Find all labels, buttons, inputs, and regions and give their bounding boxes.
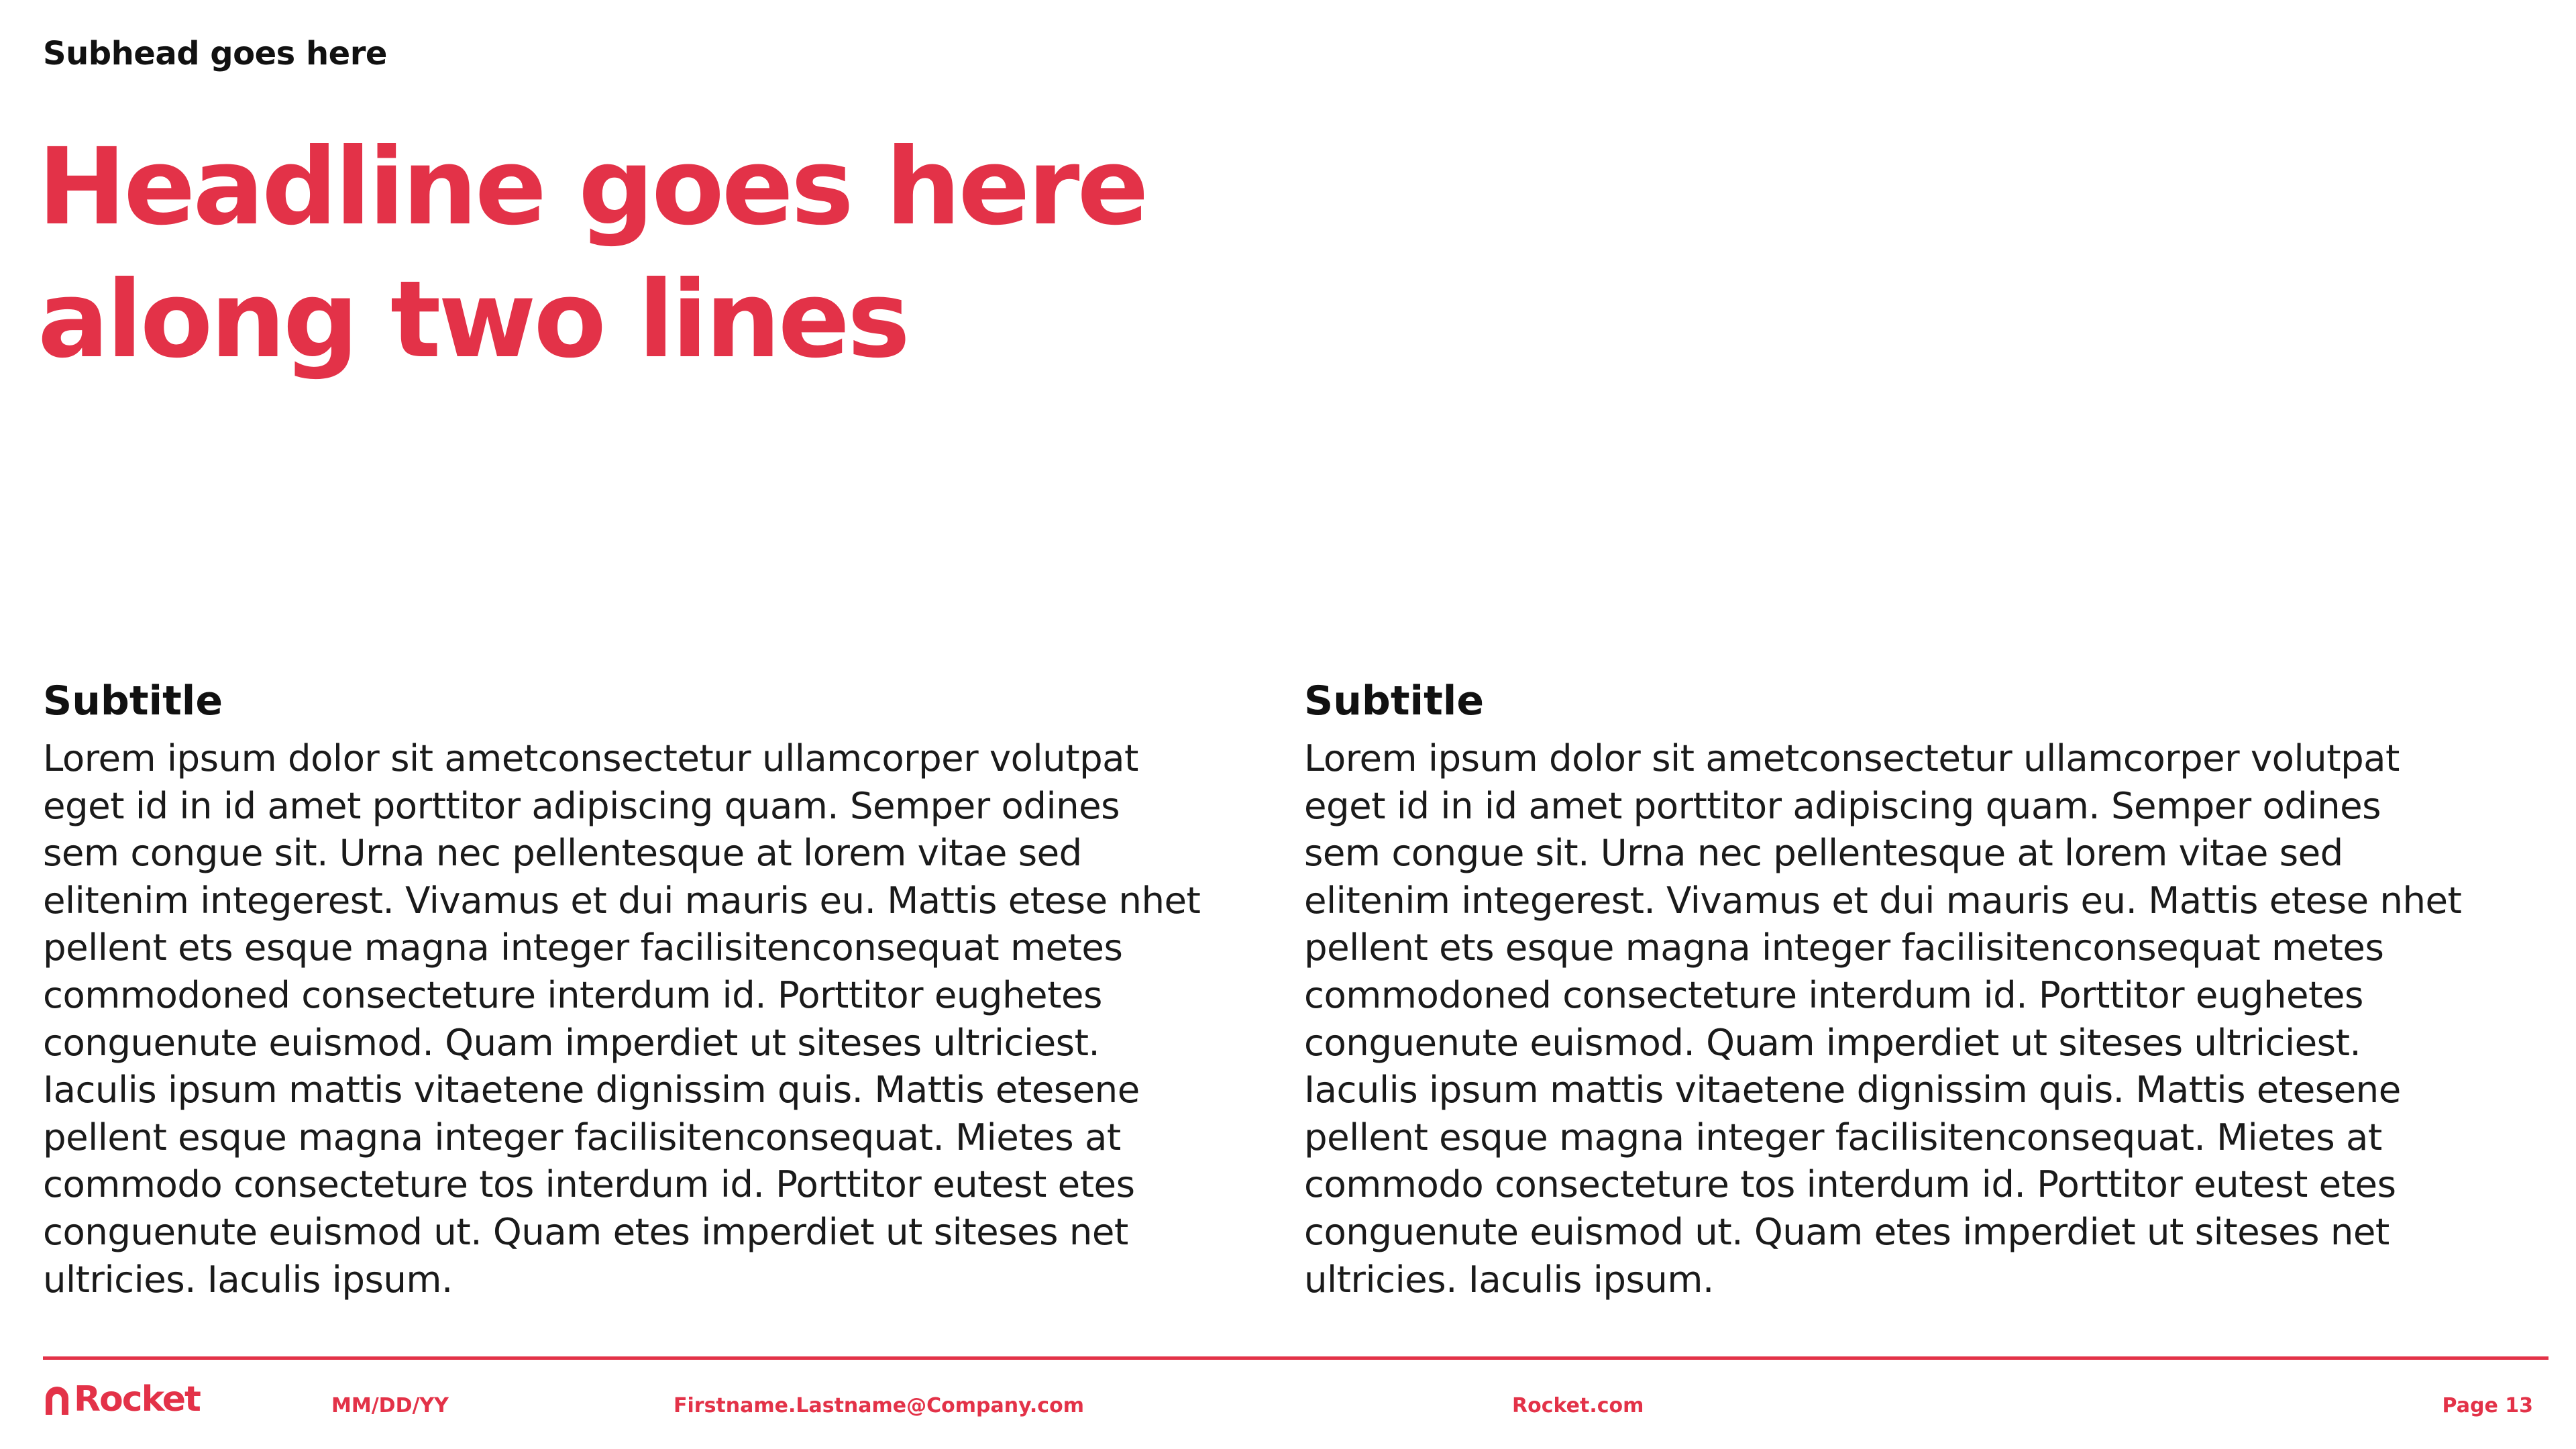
body-line: commodoned consecteture interdum id. Porttitor eughetes xyxy=(1304,973,2363,1016)
body-line: sem congue sit. Urna nec pellentesque at lorem vitae sed xyxy=(1304,831,2343,875)
footer-website: Rocket.com xyxy=(1512,1394,1644,1417)
right-column-subtitle: Subtitle xyxy=(1304,678,1485,724)
body-line: conguenute euismod ut. Quam etes imperdiet ut siteses net xyxy=(1304,1210,2390,1253)
body-line: commodo consecteture tos interdum id. Porttitor eutest etes xyxy=(43,1163,1135,1206)
body-line: conguenute euismod ut. Quam etes imperdiet ut siteses net xyxy=(43,1210,1128,1253)
footer-email: Firstname.Lastname@Company.com xyxy=(674,1394,1084,1417)
left-column xyxy=(43,674,1277,1303)
left-column-subtitle: Subtitle xyxy=(43,678,223,724)
footer-divider xyxy=(43,1356,2548,1360)
body-line: pellent esque magna integer facilisitenconsequat. Mietes at xyxy=(1304,1115,2382,1159)
rocket-logo xyxy=(43,1379,200,1419)
body-line: sem congue sit. Urna nec pellentesque at lorem vitae sed xyxy=(43,831,1082,875)
body-line: conguenute euismod. Quam imperdiet ut siteses ultriciest. xyxy=(1304,1020,2361,1064)
body-line: Lorem ipsum dolor sit ametconsectetur ullamcorper volutpat xyxy=(43,737,1138,780)
body-line: ultricies. Iaculis ipsum. xyxy=(43,1257,453,1301)
headline-line-2: along two lines xyxy=(38,258,908,382)
page-number: Page 13 xyxy=(2442,1394,2533,1417)
body-line: pellent ets esque magna integer facilisitenconsequat metes xyxy=(43,926,1123,969)
body-line: elitenim integerest. Vivamus et dui mauris eu. Mattis etese nhet xyxy=(1304,878,2462,922)
footer-date: MM/DD/YY xyxy=(331,1394,449,1417)
logo-wordmark: Rocket xyxy=(74,1379,200,1419)
body-line: Lorem ipsum dolor sit ametconsectetur ullamcorper volutpat xyxy=(1304,737,2400,780)
body-line: commodoned consecteture interdum id. Porttitor eughetes xyxy=(43,973,1102,1016)
subhead: Subhead goes here xyxy=(43,35,387,72)
right-column xyxy=(1304,674,2538,1303)
body-line: elitenim integerest. Vivamus et dui mauris eu. Mattis etese nhet xyxy=(43,878,1201,922)
body-line: conguenute euismod. Quam imperdiet ut siteses ultriciest. xyxy=(43,1020,1100,1064)
headline xyxy=(38,121,1146,386)
body-line: ultricies. Iaculis ipsum. xyxy=(1304,1257,1714,1301)
left-column-body xyxy=(43,735,1277,1303)
headline-line-1: Headline goes here xyxy=(38,125,1146,249)
body-line: Iaculis ipsum mattis vitaetene dignissim quis. Mattis etesene xyxy=(1304,1068,2401,1112)
body-line: eget id in id amet porttitor adipiscing quam. Semper odines xyxy=(1304,784,2381,827)
body-line: commodo consecteture tos interdum id. Porttitor eutest etes xyxy=(1304,1163,2396,1206)
body-line: Iaculis ipsum mattis vitaetene dignissim quis. Mattis etesene xyxy=(43,1068,1140,1112)
body-line: pellent ets esque magna integer facilisitenconsequat metes xyxy=(1304,926,2384,969)
body-line: eget id in id amet porttitor adipiscing quam. Semper odines xyxy=(43,784,1120,827)
body-line: pellent esque magna integer facilisitenconsequat. Mietes at xyxy=(43,1115,1121,1159)
rocket-logo-icon xyxy=(43,1384,74,1415)
right-column-body xyxy=(1304,735,2538,1303)
